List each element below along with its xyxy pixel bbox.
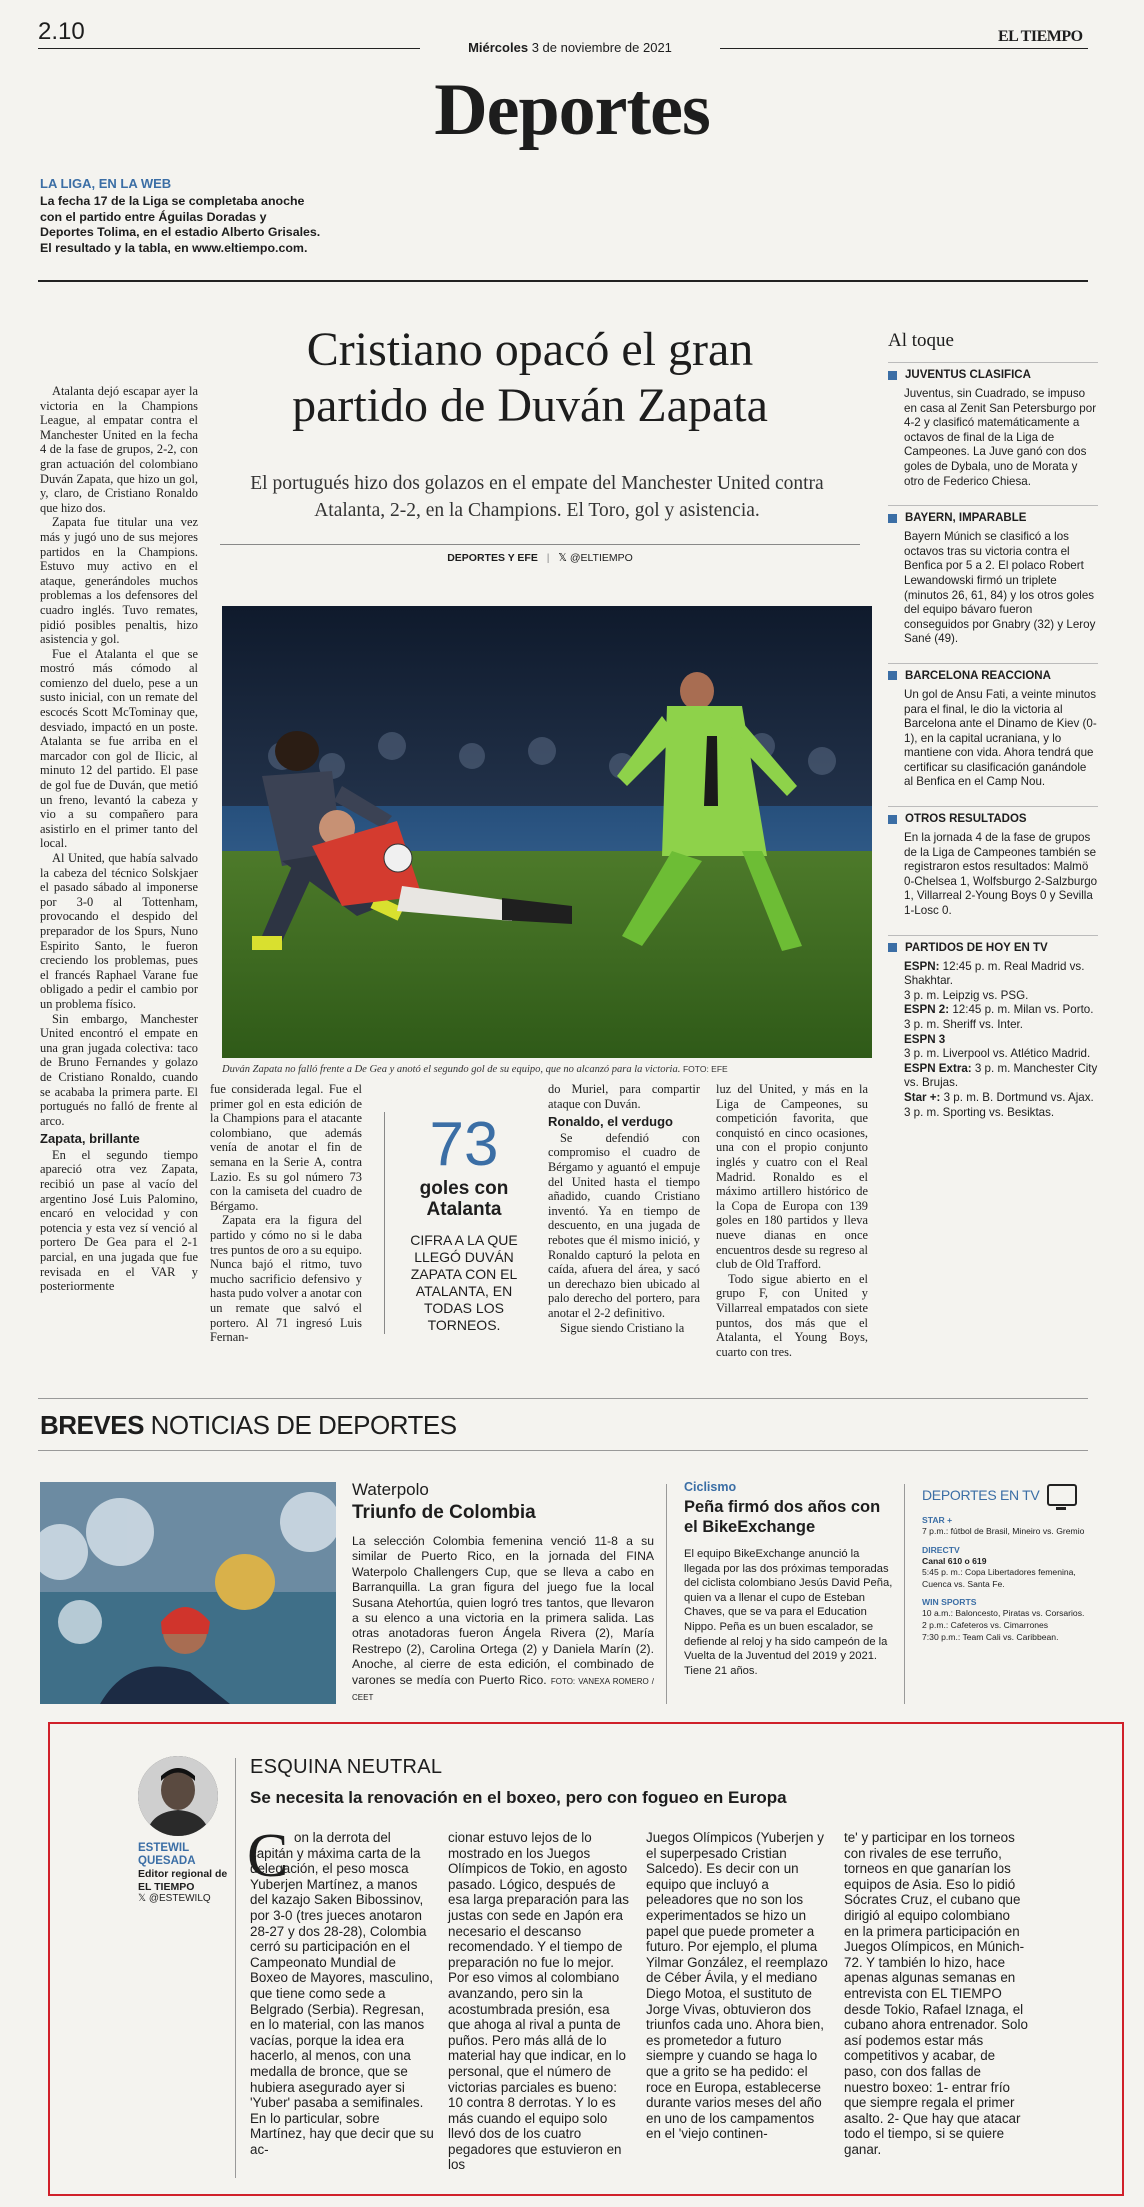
paragraph: Sigue siendo Cristiano la [560, 1320, 685, 1335]
tv-channel: ESPN 3 [904, 1032, 946, 1046]
article-photo [222, 606, 872, 1058]
tv-row: 10 a.m.: Baloncesto, Piratas vs. Corsarios. [922, 1608, 1085, 1619]
al-toque-tv [888, 935, 1098, 1121]
columnist-role: Editor regional de EL TIEMPO [138, 1868, 228, 1893]
al-toque-item-body: Un gol de Ansu Fati, a veinte minutos para el final, le dio la victoria al Barcelona ante el Dinamo de Kiev (0-1), en la capital ucraniana, y lo mantiene con vida. Ahora tendrá que certificar su clasificación ganándole al Benfica en el Camp Nou. [904, 687, 1097, 789]
promo-kicker: LA LIGA, EN LA WEB [40, 176, 172, 191]
stat-label [385, 1178, 543, 1220]
paragraph: Zapata fue titular una vez más y jugó uno de sus mejores partidos en la Champions. Estuvo muy activo en el ataque, generándoles muchos problemas a los defensores del cuadro inglés. Tuvo remates, pidió posibles penaltis, hizo asistencia y gol. [40, 515, 198, 647]
square-bullet-icon [888, 671, 897, 680]
columnist-info [138, 1842, 248, 1904]
paragraph: do Muriel, para compartir ataque con Duván. [548, 1082, 700, 1111]
headline [200, 322, 860, 434]
page-number: 2.10 [38, 18, 85, 45]
tv-text: 3 p. m. Liverpool vs. Atlético Madrid. [904, 1047, 1091, 1061]
breves-label [40, 1410, 457, 1441]
tv-channel: ESPN 2: [904, 1003, 950, 1017]
tv-listing [888, 1033, 1098, 1048]
tv-row: 7:30 p.m.: Team Cali vs. Caribbean. [922, 1631, 1059, 1642]
al-toque-tv-head: PARTIDOS DE HOY EN TV [905, 941, 1048, 954]
tv-channel: ESPN Extra: [904, 1061, 972, 1075]
date-rest: 3 de noviembre de 2021 [531, 40, 672, 55]
tv-listing [888, 1003, 1098, 1018]
tv-listing [888, 960, 1098, 989]
esquina-column-3: Juegos Olímpicos (Yuberjen y el superpesado Cristian Salcedo). Es decir con un equipo que incluyó a peleadores que no son los experimentados se hizo un papel que puede prometer a futuro. Por ejemplo, el pluma Yilmar González, el reemplazo de Céber Ávila, y el mediano Diego Motoa, el sustituto de Jorge Vivas, obtuvieron dos triunfos cada uno. Ahora bien, es prometedor a futuro siempre y cuando se haga lo que a grito se ha pedido: el roce en Europa, establecerse durante varios meses del año en uno de los campamentos en el 'viejo continen- [646, 1830, 828, 2142]
masthead: EL TIEMPO [990, 28, 1083, 46]
date-day: Miércoles [468, 40, 529, 55]
stat-box [384, 1112, 543, 1334]
tv-listing [888, 1047, 1098, 1062]
paragraph: fue considerada legal. Fue el primer gol en esta edición de la Champions para el atacante colombiano, que además venía de anotar el fin de semana en la Serie A, contra Lazio. Es su gol número 73 con la camiseta del cuadro de Bérgamo. [210, 1082, 362, 1213]
columnist-avatar [138, 1756, 218, 1836]
byline-rule [220, 544, 860, 545]
photo-caption [222, 1064, 882, 1075]
waterpolo-image [40, 1482, 336, 1704]
tv-channel: WIN SPORTS [922, 1597, 977, 1608]
al-toque-item [888, 362, 1098, 489]
al-toque-item-body: En la jornada 4 de la fase de grupos de la Liga de Campeones también se registraron estos resultados: Malmö 0-Chelsea 1, Wolfsburgo 2-Salzburgo 1, Villarreal 2-Young Boys 0 y Sevilla 1-Losc 0. [904, 831, 1098, 918]
square-bullet-icon [888, 943, 897, 952]
article-column-2 [210, 1082, 362, 1345]
deck: El portugués hizo dos golazos en el empate del Manchester United contra Atalanta, 2-2, en la Champions. El Toro, gol y asistencia. [250, 473, 824, 521]
square-bullet-icon [888, 514, 897, 523]
subhead: Zapata, brillante [40, 1131, 140, 1147]
date-line [420, 40, 720, 55]
esquina-column-2: cionar estuvo lejos de lo mostrado en los Juegos Olímpicos de Tokio, en agosto pasado. Lógico, después de esa larga preparación para las justas con sede en Japón era necesario el descanso recomendado. Y el tiempo de preparación no fue lo mejor. Por eso vimos al colombiano avanzando, pero sin la acostumbrada presión, esa que ahoga al rival a punta de puños. Pero más allá de lo material hay que indicar, en lo personal, que el número de victorias parciales es bueno: 10 contra 8 derrotas. Y lo es más cuando el equipo solo llevó dos de los cuatro pegadores que estuvieron en los [448, 1830, 629, 2173]
brief-kicker: Ciclismo [684, 1480, 737, 1494]
ciclismo-brief [684, 1480, 894, 1678]
esquina-column-4: te' y participar en los torneos con rivales de ese terruño, torneos en que ganarían los equipos de Asia. Eso lo pidió Sócrates Cruz, el cubano que dirigió al equipo colombiano en la primera participación en Juegos Olímpicos, en Múnich-72. Y también lo hizo, hace apenas algunas semanas en entrevista con EL TIEMPO desde Tokio, Rafael Iznaga, el cubano ahora entrenador. Solo así podemos estar más competitivos y acabar, de paso, con dos fallas de nuestro boxeo: 1- entrar frío que siempre regala el primer asalto. 2- Que hay que atacar todo el tiempo, si se quiere ganar. [844, 1830, 1028, 2157]
tv-text: 12:45 p. m. Milan vs. Porto. [952, 1003, 1094, 1017]
tv-text: 3 p. m. B. Dortmund vs. Ajax. 3 p. m. Sporting vs. Besiktas. [904, 1090, 1094, 1119]
esquina-headline: Se necesita la renovación en el boxeo, pero con fogueo en Europa [250, 1788, 787, 1807]
tv-block [922, 1544, 1096, 1591]
al-toque-item-head: OTROS RESULTADOS [905, 813, 1027, 826]
al-toque-item [888, 505, 1098, 647]
paragraph: Fue el Atalanta el que se mostró más cómodo al comienzo del duelo, pese a un susto inicial, con un remate del escocés Scott McTominay que, desviado, impactó en un poste. Atalanta se fue arriba en el marcador con gol de Ilicic, al minuto 12 del partido. El pase de gol fue de Duván, que metió un freno, levantó la cabeza y vio a su compañero para asistirlo en el primer tanto del local. [40, 646, 198, 851]
brief-body [352, 1534, 654, 1705]
article-column-5 [716, 1082, 868, 1359]
paragraph: Sin embargo, Manchester United encontró el empate en una gran jugada colectiva: taco de Bruno Fernandes y golazo de Cristiano Ronaldo, cuando se acababa la primera parte. El portugués no falló de frente al arco. [40, 1011, 198, 1128]
al-toque-item-body: Juventus, sin Cuadrado, se impuso en casa al Zenit San Petersburgo por 4-2 y clasificó matemáticamente a octavos de final de la Liga de Campeones. La Juve ganó con dos goles de Dybala, uno de Morata y otro de Federico Chiesa. [904, 387, 1097, 488]
esquina-dropcap: C [247, 1822, 289, 1890]
tv-listing [888, 1062, 1098, 1091]
twitter-icon: 𝕏 [138, 1893, 147, 1904]
breves-divider [666, 1484, 667, 1704]
esquina-column-1: on la derrota del capitán y máxima carta de la delegación, el peso mosca Yuberjen Martínez, a manos del kazajo Saken Bibossinov, por 3-0 (tres jueces anotaron 28-27 y dos 28-28), Colombia cerró su participación en el Campeonato Mundial de Boxeo de Mayores, masculino, que tiene como sede a Belgrado (Serbia). Regresan, en lo material, con las manos vacías, porque la idea era hacerlo, al menos, con una medalla de bronce, que se hubiera asegurado ayer si 'Yuber' pasaba a semifinales. En lo particular, sobre Martínez, hay que decir que su ac- [250, 1830, 434, 2157]
al-toque-item [888, 806, 1098, 919]
al-toque-item [888, 663, 1098, 790]
tv-channel: DIRECTV [922, 1544, 960, 1555]
brief-headline: Peña firmó dos años con el BikeExchange [684, 1498, 881, 1536]
columnist-twitter [138, 1893, 248, 1904]
paragraph: Zapata era la figura del partido y cómo no si le daba tres puntos de oro a su equipo. Nunca bajó el ritmo, tuvo mucho sacrificio defensivo y hasta pudo volver a anotar con un remate que salvó el portero. Al 71 ingresó Luis Fernan- [210, 1213, 362, 1345]
paragraph: Se defendió con compromiso el cuadro de Bérgamo y aguantó el empuje del United hasta el tiempo añadido, cuando Cristiano inventó. Ya en tiempo de descuento, en una jugada de rebotes que él mismo inició, y Ronaldo capturó la pelota en caída, afuera del área, y sacó un derechazo bien ubicado al palo derecho del portero, para anotar el 2-2 definitivo. [548, 1130, 700, 1320]
breves-label-bold: BREVES [40, 1410, 144, 1440]
photo-caption-text: Duván Zapata no falló frente a De Gea y anotó el segundo gol de su equipo, que no alcanzó para la victoria. [222, 1064, 681, 1075]
columnist-photo [138, 1756, 218, 1836]
breves-top-rule [38, 1398, 1088, 1399]
breves-divider [904, 1484, 905, 1704]
byline-twitter: @ELTIEMPO [569, 552, 633, 564]
tv-listing [888, 1018, 1098, 1033]
tv-block [922, 1514, 1096, 1538]
promo-text: La fecha 17 de la Liga se completaba anoche con el partido entre Águilas Doradas y Deportes Tolima, en el estadio Alberto Grisales. El resultado y la tabla, en www.eltiempo.com. [40, 194, 321, 255]
tv-text: 3 p. m. Manchester City vs. Brujas. [904, 1061, 1098, 1090]
al-toque-item-body: Bayern Múnich se clasificó a los octavos tras su victoria contra el Benfica por 5 a 2. El polaco Robert Lewandowski firmó un triplete (minutos 26, 61, 84) y los otros goles del equipo bávaro fueron conseguidos por Gnabry (32) y Leroy Sané (49). [904, 530, 1096, 646]
tv-icon [1047, 1484, 1077, 1506]
brief-body-text: La selección Colombia femenina venció 11-8 a su similar de Puerto Rico, en la jornada del FINA Waterpolo Challengers Cup, que se lleva a cabo en Barranquilla. La gran figura del juego fue la local Susana Atehortúa, quien logró tres tantos, que llevaron a su elenco a una victoria en la primera salida. Las otras anotadoras fueron Ángela Rivera (2), María Restrepo (2), Carolina Ortega (2) y Daniela Marín (2). Anoche, al cierre de esta edición, el combinado de varones se medía con Puerto Rico. [352, 1534, 654, 1687]
paragraph: Atalanta dejó escapar ayer la victoria en la Champions League, al empatar contra el Manchester United en la fecha 4 de la fase de grupos, 2-2, con gran actuación del colombiano Duván Zapata, que hizo un gol, y, claro, de Cristiano Ronaldo que hizo dos. [40, 384, 198, 515]
paragraph: En el segundo tiempo apareció otra vez Zapata, recibió un pase al vacío del argentino José Luis Palomino, encaró en velocidad y con potencia y esta vez sí venció al portero De Gea para el 2-1 parcial, en una jugada que fue revisada en el VAR y posteriormente [40, 1147, 198, 1294]
brief-body: El equipo BikeExchange anunció la llegada por las dos próximas temporadas del ciclista colombiano Jesús David Peña, quien va a llenar el cupo de Esteban Chaves, que se va para el Education Nippo. Peña es un buen escalador, se defiende al reloj y ha sido campeón de la Vuelta de la Juventud del 2019 y 2021. Tiene 21 años. [684, 1548, 893, 1677]
brief-kicker: Waterpolo [352, 1480, 429, 1499]
tv-row: 5:45 p. m.: Copa Libertadores femenina, Cuenca vs. Santa Fe. [922, 1567, 1076, 1589]
tv-row: 2 p.m.: Cafeteros vs. Cimarrones [922, 1619, 1049, 1630]
headline-line-1: Cristiano opacó el gran [306, 323, 754, 376]
paragraph: Al United, que había salvado la cabeza del técnico Solskjaer el pasado sábado al imponerse por 3-0 al Tottenham, provocando el despido del preparador de los Spurs, Nuno Espirito Santo, le fueron creciendo los problemas, pues el francés Raphael Varane fue obligado a pedir el cambio por un problema físico. [40, 851, 198, 1011]
square-bullet-icon [888, 371, 897, 380]
square-bullet-icon [888, 815, 897, 824]
waterpolo-brief [352, 1480, 654, 1705]
al-toque-item-head: BARCELONA REACCIONA [905, 669, 1051, 682]
stat-label-line-1: goles con [419, 1178, 509, 1199]
promo-bottom-rule [38, 280, 1088, 282]
al-toque-item-head: JUVENTUS CLASIFICA [905, 369, 1031, 381]
byline: DEPORTES Y EFE | 𝕏 @ELTIEMPO [447, 552, 633, 564]
stat-number: 73 [429, 1110, 499, 1179]
breves-label-rule [38, 1450, 1088, 1451]
tv-listing [888, 1091, 1098, 1120]
al-toque-sidebar [888, 330, 1098, 1136]
al-toque-title: Al toque [888, 330, 954, 351]
stat-caption: CIFRA A LA QUE LLEGÓ DUVÁN ZAPATA CON EL ATALANTA, EN TODAS LOS TORNEOS. [410, 1232, 518, 1333]
stat-label-line-2: Atalanta [426, 1199, 502, 1220]
tv-listing [888, 989, 1098, 1004]
columnist-twitter-handle: @ESTEWILQ [148, 1893, 211, 1904]
paragraph: Todo sigue abierto en el grupo F, con United y Villarreal empatados con siete puntos, dos más que el Atalanta, el Young Boys, cuarto con tres. [716, 1271, 868, 1359]
tv-channel: STAR + [922, 1515, 953, 1525]
tv-row: Canal 610 o 619 [922, 1555, 987, 1566]
tv-text: 12:45 p. m. Real Madrid vs. Shakhtar. [904, 959, 1085, 988]
section-title: Deportes [434, 69, 710, 151]
tv-block [922, 1596, 1096, 1643]
soccer-photo [222, 606, 872, 1058]
esquina-divider [235, 1758, 236, 2178]
byline-source: DEPORTES Y EFE [447, 552, 538, 564]
article-left-column [40, 384, 198, 1294]
subhead: Ronaldo, el verdugo [548, 1114, 673, 1130]
breves-label-light: NOTICIAS DE DEPORTES [150, 1410, 457, 1440]
al-toque-item-head: BAYERN, IMPARABLE [905, 512, 1027, 525]
ball-graphic [384, 844, 412, 872]
deportes-tv-title: DEPORTES EN TV [922, 1487, 1040, 1503]
brief-headline: Triunfo de Colombia [352, 1502, 536, 1523]
esquina-kicker: ESQUINA NEUTRAL [250, 1756, 443, 1778]
headline-line-2: partido de Duván Zapata [292, 379, 768, 432]
tv-text: 3 p. m. Leipzig vs. PSG. [904, 988, 1029, 1002]
tv-channel: ESPN: [904, 959, 940, 973]
esquina-neutral-box [48, 1722, 1124, 2196]
tv-row: 7 p.m.: fútbol de Brasil, Mineiro vs. Gremio [922, 1526, 1085, 1536]
paragraph: luz del United, y más en la Liga de Campeones, su competición favorita, que conquistó en cinco ocasiones, una con el propio conjunto inglés y cuatro con el Real Madrid. Ronaldo es el máximo artillero histórico de la Copa de Europa con 139 goles en 180 partidos y lleva nueve dianas en once encuentros desde su regreso al club de Old Trafford. [716, 1082, 868, 1272]
deportes-tv [922, 1484, 1096, 1643]
columnist-name: ESTEWIL QUESADA [138, 1842, 196, 1867]
photo-credit: FOTO: VANEXA ROMERO / CEET [352, 1676, 655, 1703]
waterpolo-photo [40, 1482, 336, 1704]
article-column-4 [548, 1082, 700, 1335]
tv-text: 3 p. m. Sheriff vs. Inter. [904, 1018, 1023, 1031]
tv-channel: Star +: [904, 1090, 941, 1104]
photo-credit: FOTO: EFE [682, 1064, 728, 1074]
twitter-icon: 𝕏 [558, 552, 567, 564]
